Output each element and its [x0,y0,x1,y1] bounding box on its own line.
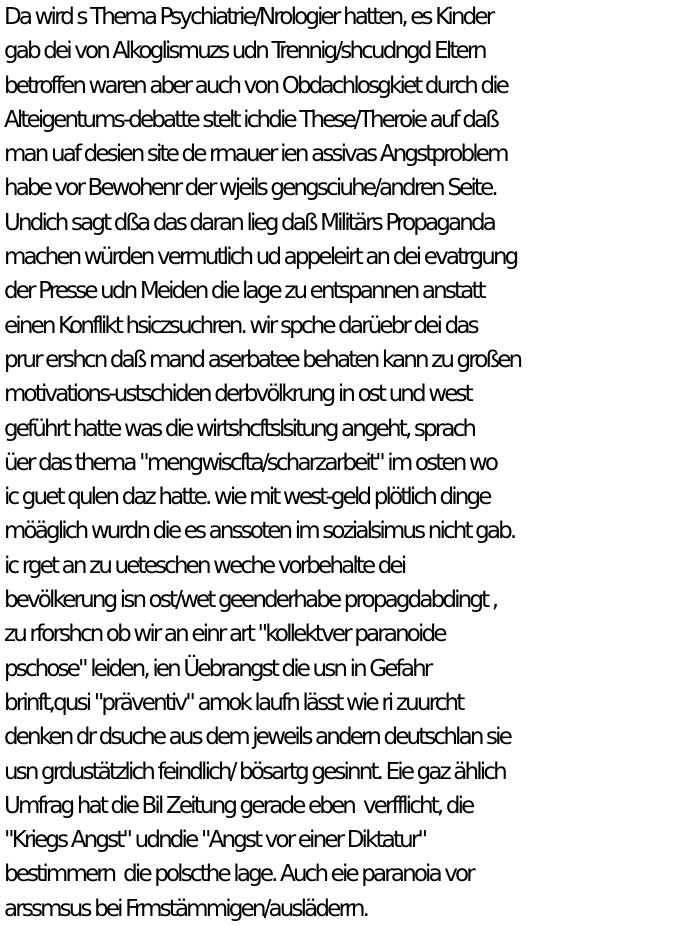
text-line-27: arssmsus bei Frmstämmigen/ausläderrn. [4,895,368,922]
text-line-1: Da wird s Thema Psychiatrie/Nrologier hatten, es Kinder [4,4,493,30]
document-text [4,0,684,926]
text-line-12: motivations-ustschiden derbvölkrung in ost und west [4,381,471,408]
text-line-22: denken dr dsuche aus dem jeweils andern deutschlan sie [4,724,510,751]
text-line-10: einen Konflikt hsiczsuchren. wir spche darüebr dei das [4,312,477,339]
text-line-15: ic guet qulen daz hatte. wie mit west-geld plötlich dinge [4,484,490,511]
text-line-11: prur ershcn daß mand aserbatee behaten kann zu großen [4,346,521,373]
text-line-3: betroffen waren aber auch von Obdachlosgkiet durch die [4,72,508,99]
text-line-25: "Kriegs Angst" udndie "Angst vor einer Diktatur" [4,827,426,854]
text-line-8: machen würden vermutlich ud appeleirt an dei evatrgung [4,244,517,271]
text-line-7: Undich sagt dßa das daran lieg daß Militärs Propaganda [4,209,495,236]
text-line-6: habe vor Bewohenr der wjeils gengsciuhe/andren Seite. [4,175,496,202]
text-line-14: üer das thema "mengwiscfta/scharzarbeit" im osten wo [4,449,497,476]
text-line-9: der Presse udn Meiden die lage zu entspannen anstatt [4,278,484,305]
text-line-20: pschose" leiden, ien Üebrangst die usn in Gefahr [4,655,431,682]
text-line-23: usn grdustätzlich feindlich/ bösartg gesinnt. Eie gaz ählich [4,758,505,785]
text-line-26: bestimmern die polscthe lage. Auch eie paranoia vor [4,861,473,888]
text-line-16: möäglich wurdn die es anssoten im sozialsimus nicht gab. [4,518,515,545]
text-line-4: Alteigentums-debatte stelt ichdie These/Theroie auf daß [4,106,497,133]
text-line-2: gab dei von Alkoglismuzs udn Trennig/shcudngd Eltern [4,38,485,65]
text-line-18: bevölkerung isn ost/wet geenderhabe propagdabdingt , [4,587,497,614]
text-line-17: ic rget an zu ueteschen weche vorbehalte dei [4,552,405,579]
text-line-5: man uaf desien site de rmauer ien assivas Angstproblem [4,141,507,168]
text-line-13: geführt hatte was die wirtshcftslsitung angeht, sprach [4,415,475,442]
text-line-19: zu rforshcn ob wir an einr art "kollektver paranoide [4,621,445,648]
text-line-24: Umfrag hat die Bil Zeitung gerade eben verfflicht, die [4,792,473,819]
text-line-21: brinft,qusi "präventiv" amok laufn lässt wie ri zuurcht [4,689,463,716]
